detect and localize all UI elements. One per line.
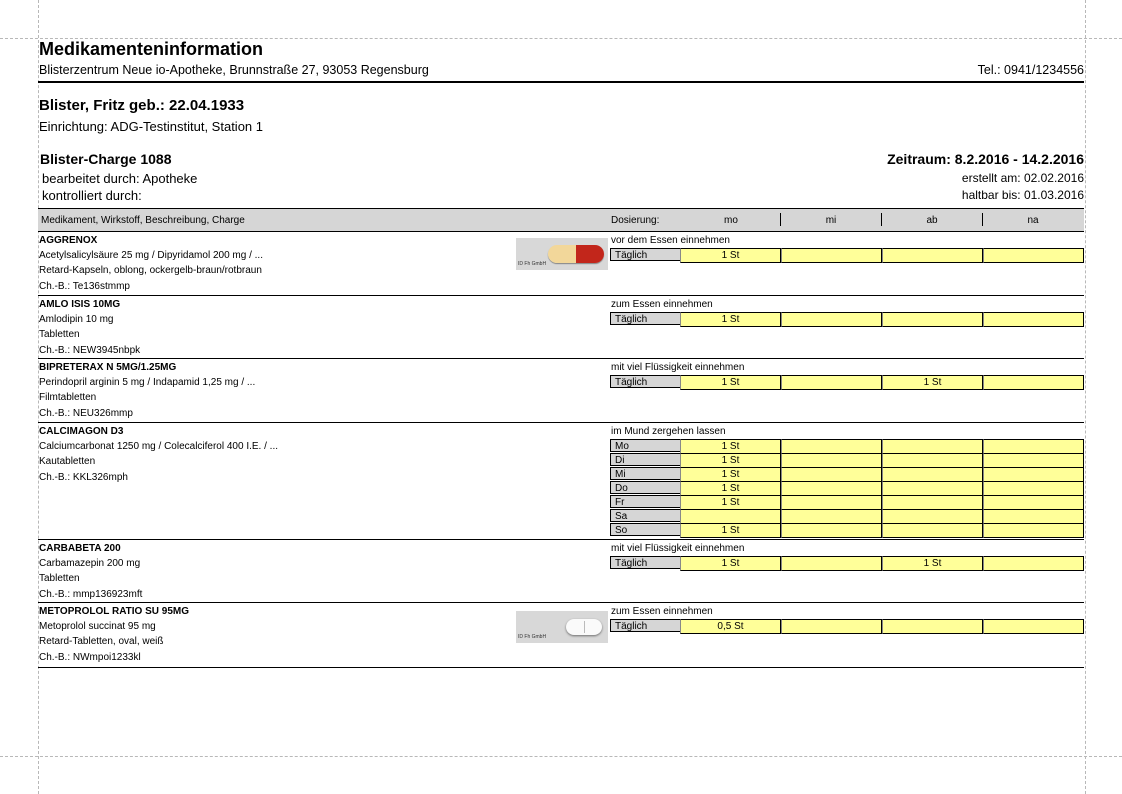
dosage-row-label: Täglich (610, 619, 680, 632)
header-divider (38, 81, 1084, 83)
dosage-row-label: Täglich (610, 312, 680, 325)
checked-by: kontrolliert durch: (42, 188, 142, 203)
dosage-cell-ab (882, 619, 983, 634)
table-header (38, 208, 1084, 232)
dosage-cell-mi (781, 439, 882, 454)
intake-instruction: zum Essen einnehmen (611, 299, 713, 310)
medication-batch: Ch.-B.: KKL326mph (39, 472, 128, 483)
pharmacy-phone: Tel.: 0941/1234556 (977, 63, 1084, 77)
medication-name: CARBABETA 200 (39, 543, 121, 554)
dosage-row (610, 495, 1083, 509)
dosage-schedule (610, 248, 1083, 262)
medication-substance: Acetylsalicylsäure 25 mg / Dipyridamol 200 mg / ... (39, 250, 263, 261)
dosage-schedule (610, 439, 1083, 537)
dosage-cell-na (983, 439, 1084, 454)
medication-form: Tabletten (39, 573, 80, 584)
dosage-cell-mi (781, 312, 882, 327)
header-dosage: Dosierung: (611, 215, 660, 226)
header-mo: mo (724, 215, 738, 226)
dosage-cell-mi (781, 523, 882, 538)
dosage-cell-mo: 1 St (680, 248, 781, 263)
patient-facility: Einrichtung: ADG-Testinstitut, Station 1 (39, 119, 263, 134)
dosage-cell-mo: 1 St (680, 453, 781, 468)
dosage-cell-na (983, 481, 1084, 496)
dosage-row (610, 453, 1083, 467)
dosage-row-label: Mo (610, 439, 680, 452)
dosage-cell-mi (781, 481, 882, 496)
dosage-cell-mi (781, 619, 882, 634)
medication-batch: Ch.-B.: NEW3945nbpk (39, 345, 141, 356)
intake-instruction: im Mund zergehen lassen (611, 426, 726, 437)
medication-name: BIPRETERAX N 5MG/1.25MG (39, 362, 177, 373)
intake-instruction: vor dem Essen einnehmen (611, 235, 730, 246)
dosage-schedule (610, 619, 1083, 633)
dosage-cell-mi (781, 375, 882, 390)
image-caption: ID Fh GmbH (518, 634, 547, 640)
header-na: na (1027, 215, 1039, 226)
dosage-cell-ab: 1 St (882, 556, 983, 571)
dosage-cell-na (983, 509, 1084, 524)
medication-name: AGGRENOX (39, 235, 98, 246)
dosage-row-label: Täglich (610, 556, 680, 569)
expiry-date: haltbar bis: 01.03.2016 (961, 188, 1084, 202)
header-description: Medikament, Wirkstoff, Beschreibung, Charge (41, 215, 245, 226)
dosage-row-label: Do (610, 481, 680, 494)
medication-name: CALCIMAGON D3 (39, 426, 124, 437)
dosage-row-label: Di (610, 453, 680, 466)
dosage-row-label: Fr (610, 495, 680, 508)
medication-substance: Perindopril arginin 5 mg / Indapamid 1,25 mg / ... (39, 377, 256, 388)
dosage-row-label: Täglich (610, 375, 680, 388)
dosage-cell-ab (882, 453, 983, 468)
dosage-cell-ab (882, 439, 983, 454)
medication-entry (38, 540, 1084, 603)
batch-title: Blister-Charge 1088 (40, 151, 172, 167)
dosage-row (610, 467, 1083, 481)
medication-entry (38, 603, 1084, 668)
tablet-image (516, 611, 608, 643)
patient-name: Blister, Fritz geb.: 22.04.1933 (39, 97, 245, 114)
dosage-cell-na (983, 312, 1084, 327)
medication-entry (38, 423, 1084, 540)
dosage-cell-mi (781, 509, 882, 524)
dosage-row-label: So (610, 523, 680, 536)
image-caption: ID Fh GmbH (518, 261, 547, 267)
dosage-cell-mi (781, 556, 882, 571)
dosage-cell-ab (882, 523, 983, 538)
dosage-cell-na (983, 523, 1084, 538)
dosage-cell-ab (882, 495, 983, 510)
dosage-row-label: Täglich (610, 248, 680, 261)
created-date: erstellt am: 02.02.2016 (961, 171, 1084, 185)
dosage-cell-mo (680, 509, 781, 524)
medication-batch: Ch.-B.: NWmpoi1233kl (39, 652, 141, 663)
dosage-row (610, 375, 1083, 389)
dosage-cell-ab (882, 509, 983, 524)
dosage-row (610, 312, 1083, 326)
dosage-cell-mo: 1 St (680, 556, 781, 571)
dosage-cell-mo: 1 St (680, 467, 781, 482)
medication-name: METOPROLOL RATIO SU 95MG (39, 606, 190, 617)
medication-batch: Ch.-B.: mmp136923mft (39, 589, 143, 600)
dosage-row (610, 523, 1083, 537)
medication-batch: Ch.-B.: NEU326mmp (39, 408, 133, 419)
dosage-cell-mo: 0,5 St (680, 619, 781, 634)
dosage-cell-na (983, 495, 1084, 510)
period: Zeitraum: 8.2.2016 - 14.2.2016 (887, 151, 1084, 167)
header-mi: mi (825, 215, 837, 226)
dosage-row (610, 439, 1083, 453)
medication-form: Retard-Kapseln, oblong, ockergelb-braun/rotbraun (39, 265, 262, 276)
processed-by: bearbeitet durch: Apotheke (42, 171, 198, 186)
medication-form: Retard-Tabletten, oval, weiß (39, 636, 164, 647)
dosage-row-label: Sa (610, 509, 680, 522)
medication-name: AMLO ISIS 10MG (39, 299, 121, 310)
dosage-row (610, 509, 1083, 523)
dosage-row (610, 248, 1083, 262)
dosage-schedule (610, 312, 1083, 326)
dosage-cell-na (983, 556, 1084, 571)
dosage-cell-mo: 1 St (680, 523, 781, 538)
margin-guide-right (1085, 0, 1086, 794)
dosage-cell-ab (882, 481, 983, 496)
dosage-cell-ab (882, 312, 983, 327)
dosage-cell-mi (781, 495, 882, 510)
medication-substance: Calciumcarbonat 1250 mg / Colecalciferol 400 I.E. / ... (39, 441, 279, 452)
capsule-image (516, 238, 608, 270)
dosage-cell-na (983, 375, 1084, 390)
dosage-cell-ab (882, 467, 983, 482)
dosage-cell-mo: 1 St (680, 375, 781, 390)
header-ab: ab (926, 215, 938, 226)
intake-instruction: mit viel Flüssigkeit einnehmen (611, 362, 745, 373)
medication-batch: Ch.-B.: Te136stmmp (39, 281, 130, 292)
dosage-row (610, 481, 1083, 495)
dosage-cell-ab: 1 St (882, 375, 983, 390)
dosage-cell-mo: 1 St (680, 439, 781, 454)
dosage-cell-na (983, 453, 1084, 468)
dosage-cell-mi (781, 453, 882, 468)
intake-instruction: mit viel Flüssigkeit einnehmen (611, 543, 745, 554)
intake-instruction: zum Essen einnehmen (611, 606, 713, 617)
dosage-cell-na (983, 619, 1084, 634)
document-title: Medikamenteninformation (39, 39, 264, 59)
medication-entry (38, 359, 1084, 423)
dosage-cell-mi (781, 248, 882, 263)
dosage-cell-na (983, 467, 1084, 482)
dosage-cell-mi (781, 467, 882, 482)
medication-form: Filmtabletten (39, 392, 97, 403)
medication-substance: Amlodipin 10 mg (39, 314, 114, 325)
dosage-cell-mo: 1 St (680, 481, 781, 496)
medication-substance: Metoprolol succinat 95 mg (39, 621, 156, 632)
dosage-cell-mo: 1 St (680, 312, 781, 327)
dosage-row-label: Mi (610, 467, 680, 480)
medication-substance: Carbamazepin 200 mg (39, 558, 141, 569)
dosage-cell-na (983, 248, 1084, 263)
dosage-row (610, 619, 1083, 633)
dosage-row (610, 556, 1083, 570)
dosage-cell-ab (882, 248, 983, 263)
medication-entry (38, 232, 1084, 296)
margin-guide-bottom (0, 756, 1122, 757)
medication-entry (38, 296, 1084, 359)
pharmacy-address: Blisterzentrum Neue io-Apotheke, Brunnstraße 27, 93053 Regensburg (39, 63, 429, 77)
dosage-schedule (610, 375, 1083, 389)
medication-form: Tabletten (39, 329, 80, 340)
medication-form: Kautabletten (39, 456, 96, 467)
dosage-cell-mo: 1 St (680, 495, 781, 510)
dosage-schedule (610, 556, 1083, 570)
